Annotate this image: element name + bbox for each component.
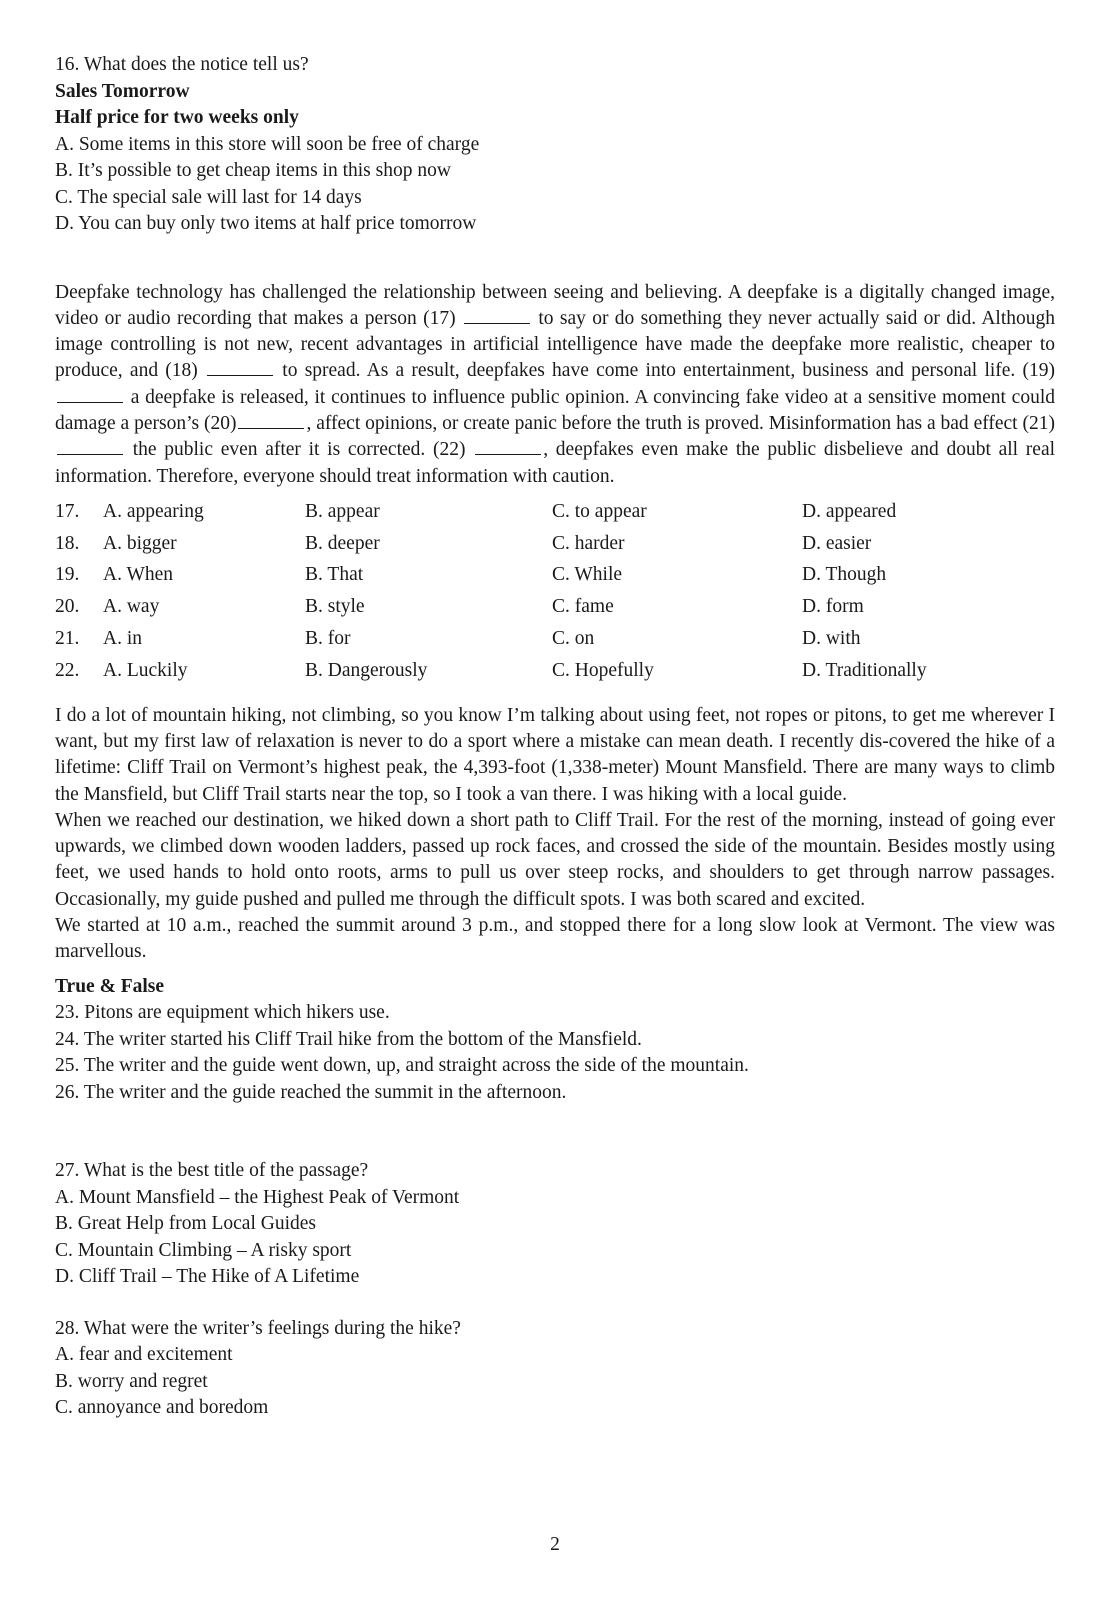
option-c: C. harder: [552, 532, 625, 554]
option-c: C. to appear: [552, 500, 647, 522]
cloze-text-5: , affect opinions, or create panic before the truth is proved. Misinformation has a bad effect (21): [306, 412, 1055, 434]
blank-17: [464, 307, 530, 324]
option-16-d: D. You can buy only two items at half price tomorrow: [55, 213, 477, 234]
option-b: B. That: [305, 564, 364, 586]
option-a: A. bigger: [103, 532, 177, 554]
option-d: D. easier: [802, 532, 872, 554]
blank-19: [57, 386, 123, 403]
page-number: 2: [550, 1534, 560, 1555]
cloze-options: [55, 496, 1055, 687]
reading-paragraph-2: When we reached our destination, we hiked down a short path to Cliff Trail. For the rest of the morning, instead of going ever upwards, we climbed down wooden ladders, passed up rock faces, and crossed the side of the mountain. Besides mostly using feet, we used hands to hold onto roots, arms to pull us over steep rocks, and shoulders to get through narrow passages. Occasionally, my guide pushed and pulled me through the difficult spots. I was both scared and excited.: [55, 809, 1055, 910]
notice-line-2: Half price for two weeks only: [55, 107, 299, 128]
option-number: 22.: [55, 659, 80, 681]
option-d: D. appeared: [802, 500, 897, 522]
blank-22: [475, 438, 541, 455]
exam-page: [55, 52, 1055, 1422]
option-number: 21.: [55, 628, 80, 650]
option-c: C. on: [552, 628, 595, 650]
option-16-c: C. The special sale will last for 14 days: [55, 186, 362, 208]
option-28-b: B. worry and regret: [55, 1370, 208, 1392]
option-a: A. Luckily: [103, 659, 188, 681]
options-row-18: [55, 528, 1055, 560]
blank-20: [238, 412, 304, 429]
question-28-text: 28. What were the writer’s feelings during the hike?: [55, 1317, 461, 1339]
option-27-b: B. Great Help from Local Guides: [55, 1213, 317, 1235]
reading-paragraph-1: I do a lot of mountain hiking, not climbing, so you know I’m talking about using feet, not ropes or pitons, to get me wherever I want, but my first law of relaxation is never to do a sport where a mistake can mean death. I recently dis-covered the hike of a lifetime: Cliff Trail on Vermont’s highest peak, the 4,393-foot (1,338-meter) Mount Mansfield. There are many ways to climb the Mansfield, but Cliff Trail starts near the top, so I took a van there. I was hiking with a local guide.: [55, 704, 1055, 805]
option-number: 18.: [55, 532, 80, 554]
option-a: A. appearing: [103, 500, 204, 522]
option-number: 17.: [55, 500, 80, 522]
notice-line-1: Sales Tomorrow: [55, 80, 190, 102]
option-27-a: A. Mount Mansfield – the Highest Peak of Vermont: [55, 1186, 460, 1208]
option-number: 19.: [55, 564, 80, 586]
option-a: A. way: [103, 596, 160, 618]
options-row-21: [55, 623, 1055, 655]
tf-item-26: 26. The writer and the guide reached the summit in the afternoon.: [55, 1081, 567, 1103]
option-d: D. Traditionally: [802, 659, 927, 681]
option-d: D. form: [802, 596, 864, 618]
cloze-text-6: the public even after it is corrected. (22): [132, 439, 466, 461]
question-16-text: 16. What does the notice tell us?: [55, 54, 309, 75]
true-false-heading: True & False: [55, 975, 165, 997]
blank-18: [207, 359, 273, 376]
option-16-a: A. Some items in this store will soon be free of charge: [55, 133, 480, 155]
option-b: B. Dangerously: [305, 659, 428, 681]
true-false-section: [55, 974, 1055, 1107]
option-28-a: A. fear and excitement: [55, 1344, 233, 1366]
options-row-20: [55, 591, 1055, 623]
cloze-passage: [55, 280, 1055, 490]
option-b: B. style: [305, 596, 365, 618]
cloze-text-7: , deepfakes even make the public disbelieve and doubt all real information. Therefore, everyone should treat information with caution.: [55, 439, 1056, 487]
question-27-text: 27. What is the best title of the passage?: [55, 1160, 369, 1182]
option-27-c: C. Mountain Climbing – A risky sport: [55, 1239, 352, 1261]
option-b: B. appear: [305, 500, 380, 522]
blank-21: [57, 438, 123, 455]
question-27: [55, 1158, 1055, 1291]
options-row-19: [55, 559, 1055, 591]
option-a: A. When: [103, 564, 174, 586]
tf-item-25: 25. The writer and the guide went down, up, and straight across the side of the mountain.: [55, 1055, 749, 1077]
cloze-text-4: a deepfake is released, it continues to influence public opinion. A convincing fake video at a sensitive moment could damage a person’s (20): [55, 386, 1056, 434]
options-row-17: [55, 496, 1055, 528]
tf-item-23: 23. Pitons are equipment which hikers use.: [55, 1002, 390, 1024]
reading-passage: [55, 703, 1055, 966]
option-b: B. deeper: [305, 532, 380, 554]
option-b: B. for: [305, 628, 351, 650]
cloze-text-2: to say or do something they never actually said or did. Although image controlling is not new, recent advantages in artificial intelligence have made the deepfake more realistic, cheaper to produce, and (18): [55, 307, 1056, 382]
reading-paragraph-3: We started at 10 a.m., reached the summit around 3 p.m., and stopped there for a long slow look at Vermont. The view was marvellous.: [55, 915, 1055, 963]
question-16: [55, 52, 1055, 238]
option-d: D. Though: [802, 564, 887, 586]
options-row-22: [55, 655, 1055, 687]
option-28-c: C. annoyance and boredom: [55, 1397, 269, 1419]
cloze-text-3: to spread. As a result, deepfakes have come into entertainment, business and personal life. (19): [282, 360, 1056, 382]
cloze-text-1: Deepfake technology has challenged the relationship between seeing and believing. A deepfake is a digitally changed image, video or audio recording that makes a person (17): [55, 281, 1055, 329]
option-27-d: D. Cliff Trail – The Hike of A Lifetime: [55, 1266, 360, 1288]
option-a: A. in: [103, 628, 142, 650]
option-c: C. While: [552, 564, 623, 586]
option-d: D. with: [802, 628, 861, 650]
option-16-b: B. It’s possible to get cheap items in this shop now: [55, 160, 451, 181]
question-28: [55, 1316, 1055, 1422]
option-c: C. fame: [552, 596, 614, 618]
option-number: 20.: [55, 596, 80, 618]
option-c: C. Hopefully: [552, 659, 654, 681]
tf-item-24: 24. The writer started his Cliff Trail hike from the bottom of the Mansfield.: [55, 1028, 642, 1050]
